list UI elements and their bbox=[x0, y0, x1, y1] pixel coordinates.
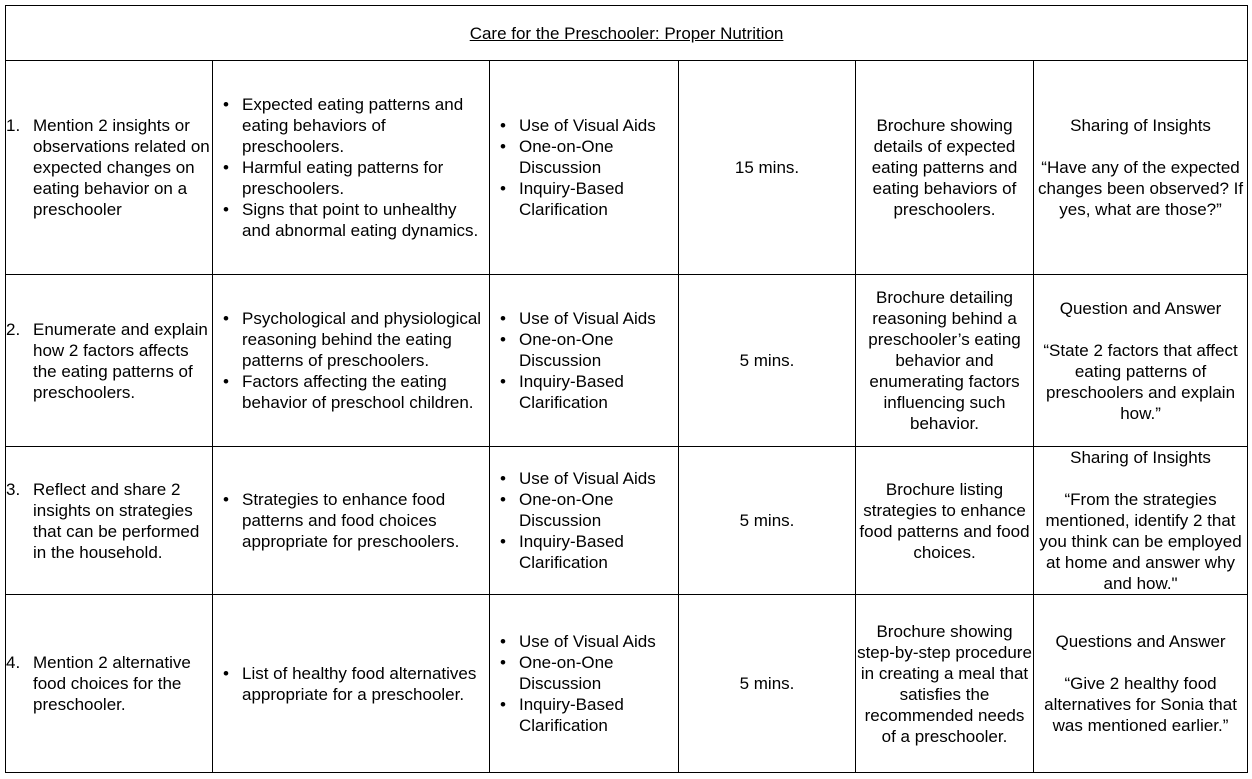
evaluation-title: Sharing of Insights bbox=[1070, 448, 1211, 467]
evaluation-text: “Give 2 healthy food alternatives for Sonia that was mentioned earlier.” bbox=[1044, 674, 1237, 735]
method-item: • Inquiry-Based Clarification bbox=[496, 178, 674, 220]
method-item: • One-on-One Discussion bbox=[496, 136, 674, 178]
objective-number: 1. bbox=[6, 116, 21, 135]
objective-text: Reflect and share 2 insights on strategies that can be performed in the household. bbox=[33, 479, 200, 562]
evaluation-cell bbox=[1034, 595, 1248, 773]
objective-cell bbox=[6, 447, 213, 595]
method-item: • Inquiry-Based Clarification bbox=[496, 531, 674, 573]
table-row bbox=[6, 275, 1248, 447]
materials-cell: Brochure listing strategies to enhance food patterns and food choices. bbox=[856, 447, 1034, 595]
table-row bbox=[6, 447, 1248, 595]
method-item: • Inquiry-Based Clarification bbox=[496, 371, 674, 413]
objective-cell bbox=[6, 595, 213, 773]
content-item: • Expected eating patterns and eating behaviors of preschoolers. bbox=[219, 94, 485, 157]
content-item: • Harmful eating patterns for preschoolers. bbox=[219, 157, 485, 199]
method-item: • Use of Visual Aids bbox=[496, 468, 674, 489]
objective-cell bbox=[6, 275, 213, 447]
materials-cell: Brochure showing details of expected eating patterns and eating behaviors of preschoolers. bbox=[856, 61, 1034, 275]
content-cell bbox=[213, 595, 490, 773]
objective-text: Enumerate and explain how 2 factors affects the eating patterns of preschoolers. bbox=[33, 319, 208, 402]
method-item: • Use of Visual Aids bbox=[496, 631, 674, 652]
content-item: • List of healthy food alternatives appropriate for a preschooler. bbox=[219, 663, 485, 705]
method-item: • Use of Visual Aids bbox=[496, 115, 674, 136]
objective-number: 3. bbox=[6, 479, 21, 499]
method-item: • One-on-One Discussion bbox=[496, 652, 674, 694]
method-item: • Inquiry-Based Clarification bbox=[496, 694, 674, 736]
content-cell bbox=[213, 61, 490, 275]
time-cell: 5 mins. bbox=[679, 275, 856, 447]
evaluation-cell bbox=[1034, 61, 1248, 275]
evaluation-text: “From the strategies mentioned, identify 2 that you think can be employed at home and answer why and how." bbox=[1039, 490, 1242, 593]
methods-cell bbox=[490, 275, 679, 447]
method-item: • One-on-One Discussion bbox=[496, 489, 674, 531]
time-cell: 15 mins. bbox=[679, 61, 856, 275]
evaluation-cell bbox=[1034, 447, 1248, 595]
evaluation-text: “Have any of the expected changes been observed? If yes, what are those?” bbox=[1037, 158, 1244, 219]
time-cell: 5 mins. bbox=[679, 447, 856, 595]
content-item: • Psychological and physiological reasoning behind the eating patterns of preschoolers. bbox=[219, 308, 485, 371]
table-row bbox=[6, 61, 1248, 275]
content-item: • Signs that point to unhealthy and abnormal eating dynamics. bbox=[219, 199, 485, 241]
content-item: • Strategies to enhance food patterns and food choices appropriate for preschoolers. bbox=[219, 489, 485, 552]
content-item: • Factors affecting the eating behavior of preschool children. bbox=[219, 371, 485, 413]
evaluation-title: Questions and Answer bbox=[1055, 632, 1226, 651]
content-cell bbox=[213, 447, 490, 595]
objective-number: 2. bbox=[6, 319, 21, 339]
methods-cell bbox=[490, 447, 679, 595]
evaluation-title: Question and Answer bbox=[1059, 298, 1222, 318]
objective-cell bbox=[6, 61, 213, 275]
method-item: • Use of Visual Aids bbox=[496, 308, 674, 329]
evaluation-text: “State 2 factors that affect eating patterns of preschoolers and explain how.” bbox=[1043, 340, 1238, 423]
materials-cell: Brochure detailing reasoning behind a preschooler’s eating behavior and enumerating factors influencing such behavior. bbox=[856, 275, 1034, 447]
table-title-cell bbox=[6, 6, 1248, 61]
methods-cell bbox=[490, 61, 679, 275]
objective-number: 4. bbox=[6, 653, 21, 672]
lesson-plan-table bbox=[5, 5, 1248, 773]
content-cell bbox=[213, 275, 490, 447]
evaluation-title: Sharing of Insights bbox=[1070, 116, 1211, 135]
objective-text: Mention 2 alternative food choices for the preschooler. bbox=[33, 653, 191, 714]
materials-cell: Brochure showing step-by-step procedure in creating a meal that satisfies the recommended needs of a preschooler. bbox=[856, 595, 1034, 773]
table-row bbox=[6, 595, 1248, 773]
time-cell: 5 mins. bbox=[679, 595, 856, 773]
method-item: • One-on-One Discussion bbox=[496, 329, 674, 371]
methods-cell bbox=[490, 595, 679, 773]
evaluation-cell bbox=[1034, 275, 1248, 447]
objective-text: Mention 2 insights or observations related on expected changes on eating behavior on a preschooler bbox=[33, 116, 210, 219]
table-title: Care for the Preschooler: Proper Nutrition bbox=[469, 23, 784, 43]
